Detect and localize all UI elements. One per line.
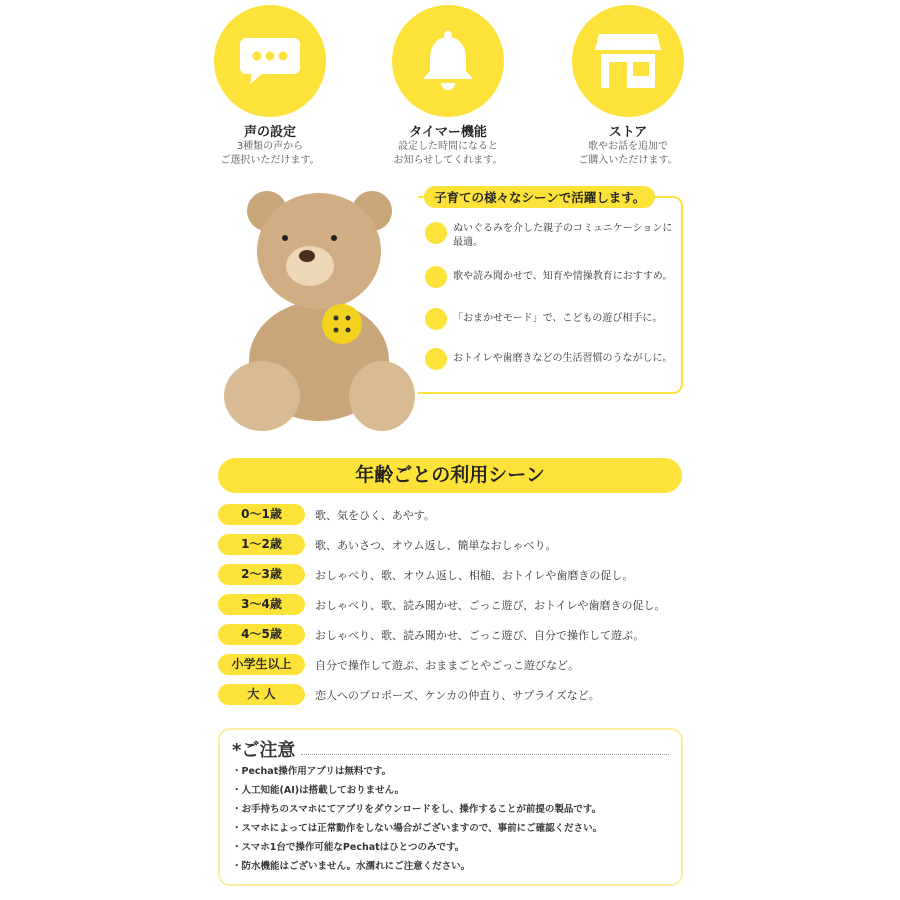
bell-icon	[392, 5, 504, 117]
feature-desc: お知らせしてくれます。	[393, 155, 503, 166]
button-icon: ::	[425, 222, 447, 244]
age-section-title: 年齢ごとの利用シーン	[218, 458, 682, 493]
notice-box	[218, 728, 683, 886]
scene-item	[425, 266, 680, 288]
age-row	[218, 684, 600, 705]
age-row	[218, 624, 644, 645]
age-label: 3～4歳	[218, 594, 305, 615]
age-row	[218, 564, 633, 585]
button-icon: ::	[425, 348, 447, 370]
notice-title: *ご注意	[232, 740, 296, 761]
age-label: 小学生以上	[218, 654, 305, 675]
teddy-bear-image	[222, 186, 417, 436]
feature-title: タイマー機能	[409, 125, 487, 140]
store-icon	[572, 5, 684, 117]
feature-title: ストア	[608, 125, 648, 140]
age-row	[218, 594, 665, 615]
age-label: 2～3歳	[218, 564, 305, 585]
age-usage-text: おしゃべり、歌、読み聞かせ、ごっこ遊び、おトイレや歯磨きの促し。	[315, 598, 666, 612]
scene-text: 「おまかせモード」で、こどもの遊び相手に。	[453, 313, 663, 324]
age-label: 0～1歳	[218, 504, 305, 525]
age-label: 大 人	[218, 684, 305, 705]
scene-item	[425, 348, 680, 370]
age-usage-text: 自分で操作して遊ぶ、おままごとやごっこ遊びなど。	[315, 658, 579, 672]
age-row	[218, 504, 435, 525]
scene-text: おトイレや歯磨きなどの生活習慣のうながしに。	[453, 353, 673, 364]
age-usage-text: 恋人へのプロポーズ、ケンカの仲直り、サプライズなど。	[315, 688, 600, 702]
scene-item	[425, 308, 680, 330]
scene-text: 歌や読み聞かせで、知育や情操教育におすすめ。	[453, 271, 673, 282]
scene-item	[425, 222, 680, 250]
notice-item: ・スマホによっては正常動作をしない場合がございますので、事前にご確認ください。	[232, 823, 603, 834]
notice-item: ・防水機能はございません。水濡れにご注意ください。	[232, 861, 471, 872]
feature-desc: ご購入いただけます。	[578, 155, 678, 166]
notice-item: ・お手持ちのスマホにてアプリをダウンロードをし、操作することが前提の製品です。	[232, 804, 602, 815]
scenes-title: 子育ての様々なシーンで活躍します。	[424, 186, 655, 208]
age-row	[218, 534, 556, 555]
age-usage-text: 歌、あいさつ、オウム返し、簡単なおしゃべり。	[315, 538, 557, 552]
age-usage-text: 歌、気をひく、あやす。	[315, 508, 435, 522]
age-usage-text: おしゃべり、歌、オウム返し、相槌、おトイレや歯磨きの促し。	[315, 568, 634, 582]
notice-item: ・スマホ1台で操作可能なPechatはひとつのみです。	[232, 842, 465, 853]
age-usage-text: おしゃべり、歌、読み聞かせ、ごっこ遊び、自分で操作して遊ぶ。	[315, 628, 645, 642]
scene-text: ぬいぐるみを介した親子のコミュニケーションに最適。	[453, 223, 673, 248]
age-label: 1～2歳	[218, 534, 305, 555]
age-row	[218, 654, 579, 675]
chat-bubble-icon	[214, 5, 326, 117]
divider	[301, 754, 669, 755]
notice-item: ・人工知能(AI)は搭載しておりません。	[232, 785, 405, 796]
feature-store	[538, 5, 718, 168]
feature-desc: 設定した時間になると	[398, 141, 498, 152]
feature-desc: ご選択いただけます。	[220, 155, 320, 166]
feature-title: 声の設定	[243, 125, 296, 140]
feature-timer	[358, 5, 538, 168]
feature-voice	[180, 5, 360, 168]
button-icon: ::	[425, 308, 447, 330]
notice-item: ・Pechat操作用アプリは無料です。	[232, 766, 392, 777]
feature-desc: 3種類の声から	[236, 141, 304, 152]
age-label: 4～5歳	[218, 624, 305, 645]
feature-desc: 歌やお話を追加で	[588, 141, 668, 152]
button-icon: ::	[425, 266, 447, 288]
